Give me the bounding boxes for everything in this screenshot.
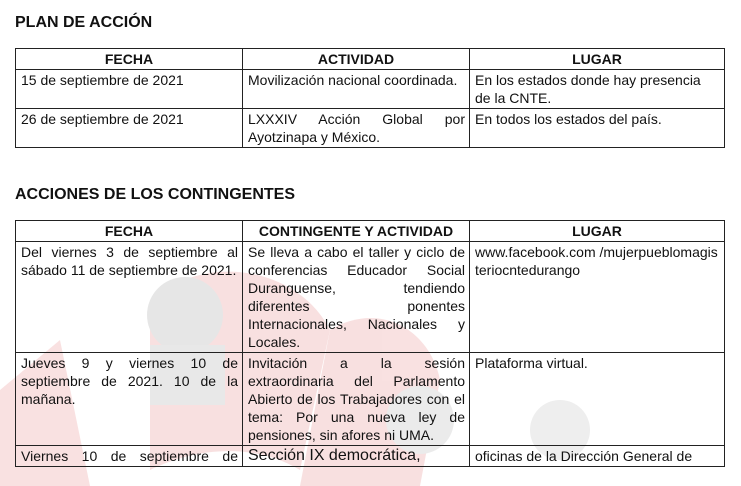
table-row [16, 353, 725, 446]
cell-lugar: En todos los estados del país. [470, 109, 725, 148]
table-row [16, 446, 725, 467]
header-fecha: FECHA [16, 49, 243, 70]
plan-table [15, 48, 725, 148]
cell-actividad: LXXXIV Acción Global por Ayotzinapa y México. [243, 109, 470, 148]
cell-fecha: 15 de septiembre de 2021 [16, 70, 243, 109]
header-lugar: LUGAR [470, 49, 725, 70]
header-fecha: FECHA [16, 221, 243, 242]
cell-lugar: oficinas de la Dirección General de [470, 446, 725, 467]
table-row [16, 70, 725, 109]
cell-fecha: Jueves 9 y viernes 10 de septiembre de 2021. 10 de la mañana. [16, 353, 243, 446]
cell-contingente-actividad: Sección IX democrática, [243, 446, 470, 467]
cell-lugar: www.facebook.com /mujerpueblomagisteriocntedurango [470, 242, 725, 353]
table-row [16, 109, 725, 148]
header-contingente-actividad: CONTINGENTE Y ACTIVIDAD [243, 221, 470, 242]
cell-lugar: Plataforma virtual. [470, 353, 725, 446]
contingentes-table [15, 220, 725, 467]
table-header-row [16, 221, 725, 242]
cell-fecha: Del viernes 3 de septiembre al sábado 11 de septiembre de 2021. [16, 242, 243, 353]
cell-fecha: Viernes 10 de septiembre de [16, 446, 243, 467]
cell-lugar: En los estados donde hay presencia de la CNTE. [470, 70, 725, 109]
table-header-row [16, 49, 725, 70]
cell-fecha: 26 de septiembre de 2021 [16, 109, 243, 148]
plan-title: PLAN DE ACCIÓN [15, 14, 153, 31]
cell-actividad: Movilización nacional coordinada. [243, 70, 470, 109]
cell-contingente-actividad: Invitación a la sesión extraordinaria del Parlamento Abierto de los Trabajadores con el tema: Por una nueva ley de pensiones, sin afores ni UMA. [243, 353, 470, 446]
cell-contingente-actividad: Se lleva a cabo el taller y ciclo de conferencias Educador Social Duranguense, tendiendo diferentes ponentes Internacionales, Nacionales y Locales. [243, 242, 470, 353]
header-lugar: LUGAR [470, 221, 725, 242]
table-row [16, 242, 725, 353]
header-actividad: ACTIVIDAD [243, 49, 470, 70]
contingentes-title: ACCIONES DE LOS CONTINGENTES [15, 186, 296, 203]
